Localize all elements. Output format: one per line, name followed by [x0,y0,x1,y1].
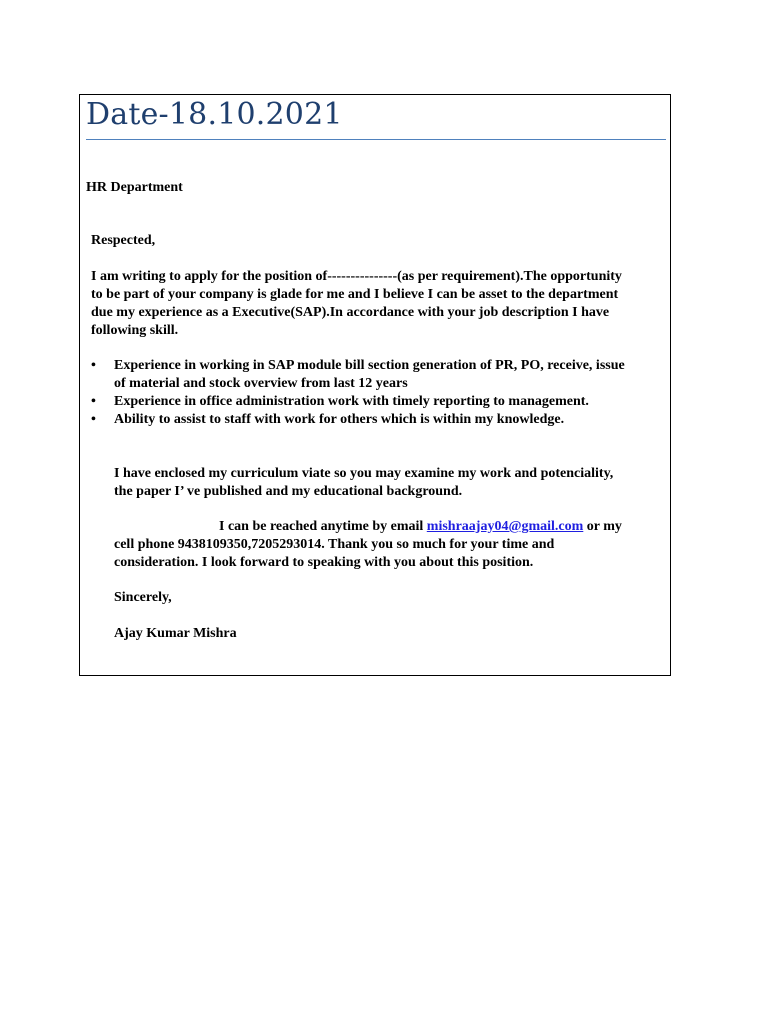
date-heading: Date-18.10.2021 [86,97,343,132]
skill-line: Experience in working in SAP module bill section generation of PR, PO, receive, issue [114,358,625,373]
salutation: Respected, [91,233,156,248]
bullet-icon: • [91,358,96,373]
intro-line: to be part of your company is glade for me and I believe I can be asset to the department [91,287,619,302]
intro-line: due my experience as a Executive(SAP).In accordance with your job description I have [91,305,610,320]
skill-line: Ability to assist to staff with work for others which is within my knowledge. [114,412,565,427]
contact-line: cell phone 9438109350,7205293014. Thank you so much for your time and [114,537,555,552]
skill-line: Experience in office administration work with timely reporting to management. [114,394,589,409]
skill-item [91,357,625,393]
contact-line: consideration. I look forward to speaking with you about this position. [114,555,534,570]
letter-frame [79,94,671,676]
skill-item [91,411,625,429]
closing: Sincerely, [114,590,172,605]
enclosure-line: the paper I’ ve published and my educational background. [114,484,463,499]
contact-paragraph [114,518,622,572]
contact-suffix: or my [583,519,622,534]
heading-divider [86,139,666,140]
skill-item [91,393,625,411]
intro-line: I am writing to apply for the position of---------------(as per requirement).The opportunity [91,269,622,284]
intro-line: following skill. [91,323,179,338]
contact-line [114,518,622,536]
contact-prefix: I can be reached anytime by email [219,519,427,534]
email-link[interactable]: mishraajay04@gmail.com [426,519,584,534]
bullet-icon: • [91,412,96,427]
skill-line: of material and stock overview from last 12 years [114,376,408,391]
intro-paragraph [91,268,622,340]
skills-list [91,357,625,429]
enclosure-paragraph [114,465,613,501]
bullet-icon: • [91,394,96,409]
signature-name: Ajay Kumar Mishra [114,626,237,641]
recipient-department: HR Department [86,180,183,195]
enclosure-line: I have enclosed my curriculum viate so you may examine my work and potenciality, [114,466,614,481]
